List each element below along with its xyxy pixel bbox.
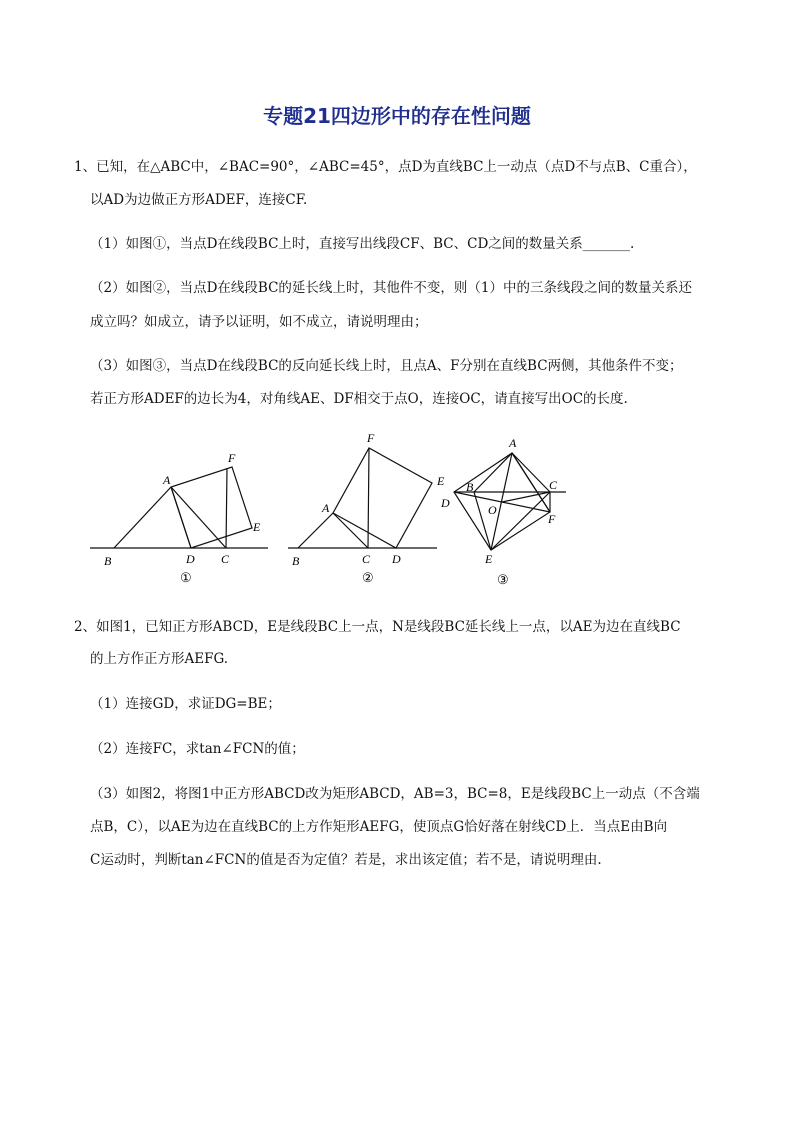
fig1-label-b: B	[104, 554, 112, 568]
fig2-caption: ②	[362, 570, 374, 585]
fig3-segment-af	[512, 453, 550, 512]
fig2-label-b: B	[292, 554, 300, 568]
fig2-label-d: D	[392, 552, 401, 566]
fig2-label-c: C	[362, 552, 371, 566]
fig3-caption: ③	[497, 572, 509, 587]
fig2-segment-ac	[333, 513, 368, 548]
fig3-label-a: A	[509, 436, 517, 450]
problem1-question2-line2: 成立吗？如成立，请予以证明，如不成立，请说明理由；	[90, 314, 428, 330]
problem1-question3-line2: 若正方形ADEF的边长为4，对角线AE、DF相交于点O，连接OC，请直接写出OC的长度.	[90, 391, 628, 407]
fig1-label-f: F	[228, 451, 236, 465]
fig3-segment-ac	[512, 453, 550, 492]
problem2-question3-line2: 点B，C），以AE为边在直线BC的上方作矩形AEFG，使顶点G恰好落在射线CD上．当点E由B向	[90, 819, 668, 835]
fig1-square-adef	[171, 467, 252, 548]
page-title: 专题21四边形中的存在性问题	[263, 104, 531, 128]
fig3-label-b: B	[466, 480, 474, 494]
fig3-segment-ce	[491, 492, 550, 550]
fig1-label-e: E	[253, 520, 261, 534]
figure-3	[454, 453, 566, 550]
fig3-segment-ab	[474, 453, 512, 492]
problem1-line1: 1、已知，在△ABC中，∠BAC=90°，∠ABC=45°，点D为直线BC上一动点（点D不与点B、C重合），	[74, 159, 697, 175]
figure-2	[288, 448, 437, 548]
geometry-figures	[80, 425, 720, 595]
fig1-label-a: A	[163, 473, 171, 487]
fig1-segment-ab	[114, 487, 171, 548]
problem2-question3-line3: C运动时，判断tan∠FCN的值是否为定值？若是，求出该定值；若不是，请说明理由.	[90, 852, 602, 868]
problem1-question2-line1: （2）如图②，当点D在线段BC的延长线上时，其他件不变，则（1）中的三条线段之间的数量关系还	[90, 280, 693, 296]
problem2-line2: 的上方作正方形AEFG.	[90, 651, 229, 667]
problem2-question2: （2）连接FC，求tan∠FCN的值；	[90, 741, 305, 757]
problem1-question3-line1: （3）如图③，当点D在线段BC的反向延长线上时，且点A、F分别在直线BC两侧，其他条件不变；	[90, 358, 683, 374]
fig1-caption: ①	[180, 570, 192, 585]
fig2-label-f: F	[367, 431, 375, 445]
problem2-line1: 2、如图1，已知正方形ABCD，E是线段BC上一点，N是线段BC延长线上一点，以AE为边在直线BC	[74, 619, 681, 635]
fig3-label-c: C	[549, 478, 558, 492]
fig1-label-d: D	[186, 552, 195, 566]
problem1-question1: （1）如图①，当点D在线段BC上时，直接写出线段CF、BC、CD之间的数量关系_______.	[90, 236, 635, 252]
fig2-label-a: A	[322, 501, 330, 515]
fig2-label-e: E	[437, 474, 445, 488]
fig3-segment-be	[474, 492, 491, 550]
fig1-label-c: C	[221, 552, 230, 566]
problem2-question1: （1）连接GD，求证DG=BE；	[90, 696, 281, 712]
fig3-label-f: F	[548, 512, 556, 526]
fig3-label-o: O	[488, 503, 497, 517]
fig3-label-d: D	[441, 496, 450, 510]
problem1-line2: 以AD为边做正方形ADEF，连接CF.	[90, 192, 308, 208]
fig2-square-adef	[333, 448, 432, 548]
fig2-segment-ab	[298, 513, 333, 548]
fig3-label-e: E	[485, 552, 493, 566]
problem2-question3-line1: （3）如图2，将图1中正方形ABCD改为矩形ABCD，AB=3，BC=8，E是线段BC上一动点（不含端	[90, 786, 700, 802]
figure-1-labels	[104, 451, 261, 585]
figure-1	[90, 467, 268, 548]
